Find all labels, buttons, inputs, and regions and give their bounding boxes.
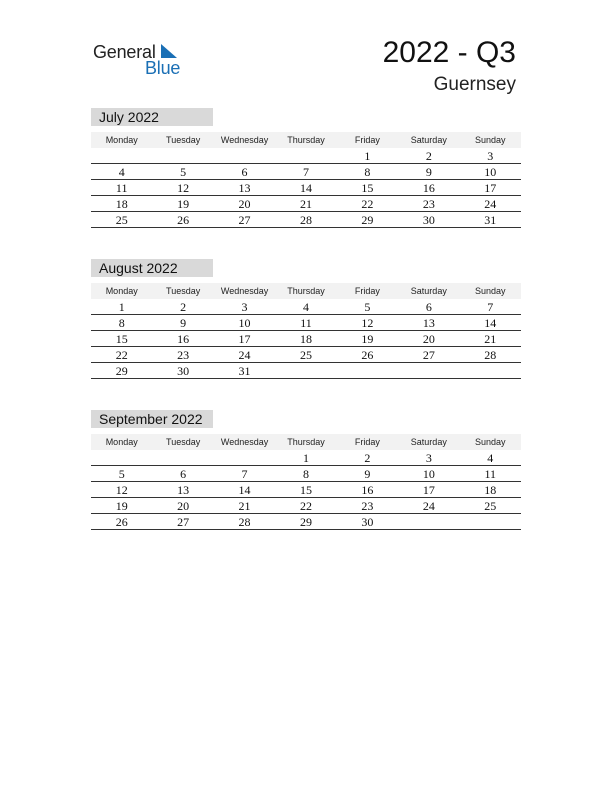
weekday-label: Wednesday xyxy=(220,286,269,296)
day-cell: 27 xyxy=(238,213,251,227)
weekday-label: Wednesday xyxy=(220,135,269,145)
week-row xyxy=(91,363,521,379)
day-cell: 29 xyxy=(299,515,312,529)
logo-text-general: General xyxy=(93,42,156,62)
weekday-header-row xyxy=(91,434,521,450)
day-cell: 20 xyxy=(422,332,435,346)
day-cell: 16 xyxy=(177,332,190,346)
day-cell: 17 xyxy=(238,332,251,346)
day-cell: 16 xyxy=(422,181,435,195)
day-cell: 22 xyxy=(115,348,128,362)
day-cell: 18 xyxy=(299,332,312,346)
weeks-container xyxy=(91,450,521,530)
day-cell xyxy=(275,363,336,378)
weekday-label: Sunday xyxy=(474,286,506,296)
day-cell: 11 xyxy=(484,467,497,481)
day-cell: 24 xyxy=(238,348,251,362)
day-cell xyxy=(152,450,213,465)
weekday-label: Friday xyxy=(354,135,380,145)
day-cell: 28 xyxy=(238,515,251,529)
weekday-label: Tuesday xyxy=(166,286,201,296)
day-cell: 24 xyxy=(484,197,497,211)
weeks-container xyxy=(91,299,521,379)
day-cell: 2 xyxy=(180,300,187,314)
day-cell: 25 xyxy=(299,348,312,362)
day-cell: 1 xyxy=(118,300,125,314)
day-cell: 11 xyxy=(115,181,128,195)
week-row xyxy=(91,164,521,180)
week-row xyxy=(91,196,521,212)
day-cell: 9 xyxy=(180,316,187,330)
day-cell: 3 xyxy=(425,451,432,465)
weekday-header-row xyxy=(91,132,521,148)
day-cell: 12 xyxy=(361,316,374,330)
day-cell: 6 xyxy=(241,165,248,179)
weekday-label: Thursday xyxy=(287,135,325,145)
day-cell: 26 xyxy=(177,213,190,227)
day-cell: 22 xyxy=(299,499,312,513)
weekday-label: Thursday xyxy=(287,437,325,447)
day-cell: 10 xyxy=(238,316,251,330)
month-title: July 2022 xyxy=(91,108,213,126)
day-cell: 26 xyxy=(361,348,374,362)
weekday-label: Sunday xyxy=(474,135,506,145)
day-cell: 3 xyxy=(241,300,248,314)
day-cell: 15 xyxy=(299,483,312,497)
day-cell: 21 xyxy=(484,332,497,346)
day-cell: 6 xyxy=(425,300,432,314)
day-cell: 30 xyxy=(361,515,374,529)
day-cell xyxy=(214,450,275,465)
day-cell: 15 xyxy=(115,332,128,346)
day-cell: 31 xyxy=(484,213,497,227)
country-name: Guernsey xyxy=(433,74,516,95)
day-cell: 2 xyxy=(364,451,371,465)
day-cell: 17 xyxy=(484,181,497,195)
day-cell xyxy=(398,363,459,378)
day-cell: 31 xyxy=(238,364,251,378)
week-row xyxy=(91,148,521,164)
week-row xyxy=(91,450,521,466)
month-september xyxy=(91,410,521,530)
week-row xyxy=(91,331,521,347)
week-row xyxy=(91,212,521,228)
week-row xyxy=(91,482,521,498)
day-cell xyxy=(214,148,275,163)
day-cell: 8 xyxy=(364,165,371,179)
week-row xyxy=(91,347,521,363)
day-cell: 1 xyxy=(302,451,309,465)
weekday-label: Monday xyxy=(105,286,138,296)
day-cell: 7 xyxy=(302,165,309,179)
weekday-label: Monday xyxy=(105,135,138,145)
day-cell: 19 xyxy=(177,197,190,211)
month-title: August 2022 xyxy=(91,259,213,277)
day-cell: 2 xyxy=(425,149,432,163)
week-row xyxy=(91,315,521,331)
day-cell: 30 xyxy=(177,364,190,378)
day-cell: 21 xyxy=(299,197,312,211)
day-cell: 8 xyxy=(118,316,125,330)
day-cell: 12 xyxy=(177,181,190,195)
day-cell: 8 xyxy=(302,467,309,481)
day-cell: 10 xyxy=(422,467,435,481)
day-cell xyxy=(152,148,213,163)
weekday-label: Friday xyxy=(354,437,380,447)
day-cell: 5 xyxy=(364,300,371,314)
day-cell: 28 xyxy=(299,213,312,227)
day-cell xyxy=(398,514,459,529)
weekday-label: Saturday xyxy=(410,437,447,447)
day-cell xyxy=(91,450,152,465)
day-cell: 5 xyxy=(118,467,125,481)
day-cell: 24 xyxy=(422,499,435,513)
day-cell: 13 xyxy=(238,181,251,195)
week-row xyxy=(91,466,521,482)
month-july xyxy=(91,108,521,228)
day-cell: 26 xyxy=(115,515,128,529)
day-cell: 19 xyxy=(361,332,374,346)
quarter-title: 2022 - Q3 xyxy=(382,36,516,69)
weeks-container xyxy=(91,148,521,228)
week-row xyxy=(91,514,521,530)
day-cell xyxy=(460,363,521,378)
weekday-label: Friday xyxy=(354,286,380,296)
logo-text-blue: Blue xyxy=(145,58,181,78)
day-cell: 7 xyxy=(487,300,494,314)
weekday-label: Saturday xyxy=(410,286,447,296)
day-cell: 4 xyxy=(487,451,494,465)
day-cell xyxy=(460,514,521,529)
generalblue-logo xyxy=(93,40,203,80)
weekday-label: Thursday xyxy=(287,286,325,296)
day-cell: 15 xyxy=(361,181,374,195)
day-cell: 9 xyxy=(425,165,432,179)
week-row xyxy=(91,498,521,514)
day-cell: 13 xyxy=(422,316,435,330)
day-cell: 3 xyxy=(487,149,494,163)
weekday-label: Tuesday xyxy=(166,135,201,145)
day-cell: 5 xyxy=(180,165,187,179)
logo-triangle-icon xyxy=(161,44,177,58)
day-cell: 30 xyxy=(422,213,435,227)
weekday-label: Monday xyxy=(105,437,138,447)
day-cell: 23 xyxy=(177,348,190,362)
weekday-label: Wednesday xyxy=(220,437,269,447)
day-cell: 4 xyxy=(118,165,125,179)
day-cell: 6 xyxy=(180,467,187,481)
day-cell: 4 xyxy=(302,300,309,314)
day-cell: 19 xyxy=(115,499,128,513)
day-cell: 1 xyxy=(364,149,371,163)
day-cell: 7 xyxy=(241,467,248,481)
day-cell: 20 xyxy=(238,197,251,211)
day-cell: 13 xyxy=(177,483,190,497)
day-cell: 18 xyxy=(484,483,497,497)
day-cell: 28 xyxy=(484,348,497,362)
day-cell xyxy=(275,148,336,163)
day-cell: 16 xyxy=(361,483,374,497)
month-title: September 2022 xyxy=(91,410,213,428)
day-cell: 25 xyxy=(115,213,128,227)
day-cell: 14 xyxy=(238,483,251,497)
weekday-label: Saturday xyxy=(410,135,447,145)
day-cell: 21 xyxy=(238,499,251,513)
weekday-header-row xyxy=(91,283,521,299)
day-cell: 23 xyxy=(422,197,435,211)
day-cell: 10 xyxy=(484,165,497,179)
day-cell: 14 xyxy=(484,316,497,330)
day-cell: 29 xyxy=(361,213,374,227)
month-august xyxy=(91,259,521,379)
day-cell xyxy=(91,148,152,163)
day-cell: 29 xyxy=(115,364,128,378)
day-cell: 9 xyxy=(364,467,371,481)
day-cell: 27 xyxy=(422,348,435,362)
day-cell: 25 xyxy=(484,499,497,513)
day-cell: 12 xyxy=(115,483,128,497)
week-row xyxy=(91,180,521,196)
day-cell: 17 xyxy=(422,483,435,497)
day-cell: 23 xyxy=(361,499,374,513)
weekday-label: Tuesday xyxy=(166,437,201,447)
day-cell: 27 xyxy=(177,515,190,529)
day-cell: 20 xyxy=(177,499,190,513)
day-cell xyxy=(337,363,398,378)
day-cell: 22 xyxy=(361,197,374,211)
weekday-label: Sunday xyxy=(474,437,506,447)
day-cell: 18 xyxy=(115,197,128,211)
week-row xyxy=(91,299,521,315)
day-cell: 11 xyxy=(300,316,312,330)
day-cell: 14 xyxy=(299,181,312,195)
